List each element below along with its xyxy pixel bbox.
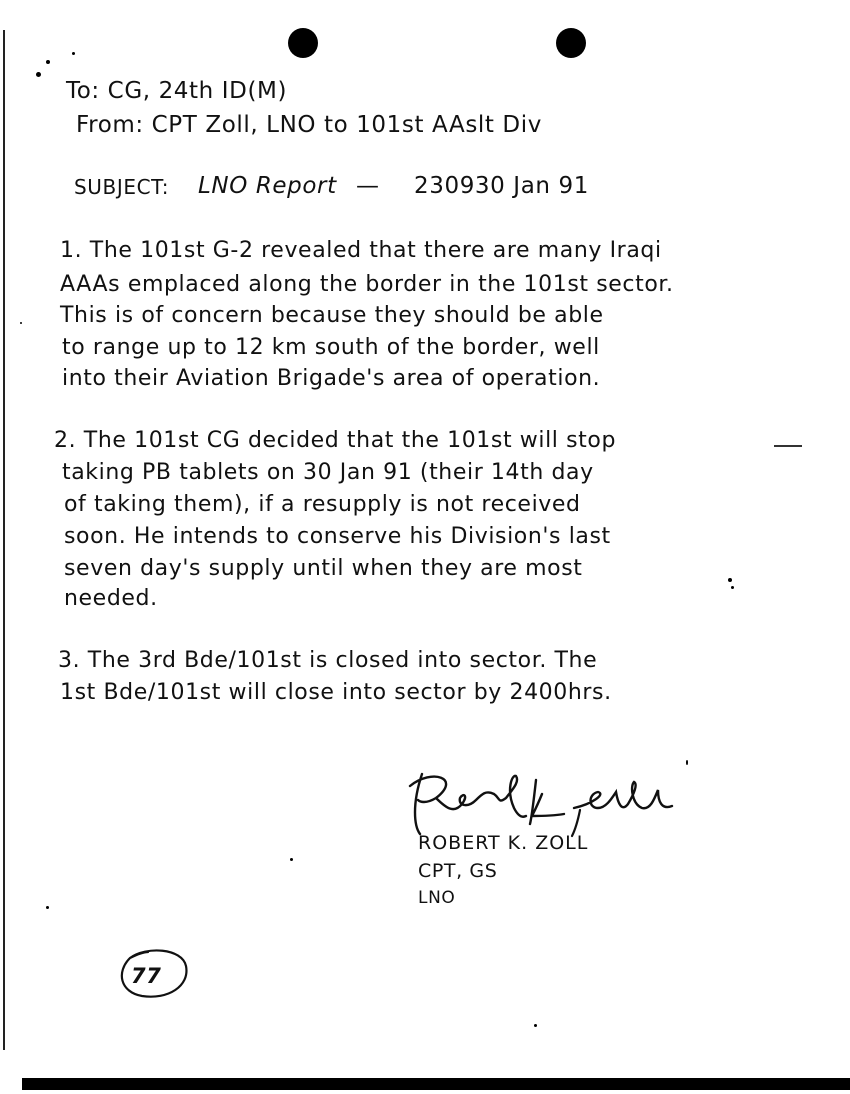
scan-speck <box>290 858 293 861</box>
scan-speck <box>728 578 732 582</box>
scan-speck <box>46 906 49 909</box>
margin-dash-mark <box>774 445 802 447</box>
paragraph-2-line-3: of taking them), if a resupply is not received <box>64 492 581 517</box>
paragraph-1-line-3: This is of concern because they should be able <box>60 303 604 328</box>
paragraph-3-line-2: 1st Bde/101st will close into sector by 2400hrs. <box>60 680 612 705</box>
paragraph-1-line-2: AAAs emplaced along the border in the 101st sector. <box>60 272 674 297</box>
signature-role: LNO <box>418 888 456 908</box>
scan-speck <box>20 322 22 324</box>
paragraph-2-line-5: seven day's supply until when they are most <box>64 556 583 581</box>
scan-speck <box>72 52 75 55</box>
punch-hole-left <box>288 28 318 58</box>
memo-from: From: CPT Zoll, LNO to 101st AAslt Div <box>76 112 542 138</box>
scan-speck <box>46 60 50 64</box>
subject-label: SUBJECT: <box>74 175 170 199</box>
paragraph-1-line-5: into their Aviation Brigade's area of operation. <box>62 366 601 391</box>
paragraph-2-line-6: needed. <box>64 586 158 611</box>
scan-speck <box>36 72 41 77</box>
scan-speck <box>731 586 734 589</box>
scan-speck <box>534 1024 537 1027</box>
punch-hole-right <box>556 28 586 58</box>
scan-bottom-bar <box>22 1078 850 1090</box>
subject-dash: — <box>356 173 380 199</box>
paragraph-1-line-1: 1. The 101st G-2 revealed that there are many Iraqi <box>60 238 662 263</box>
subject-text: LNO Report <box>198 173 337 199</box>
page-number: 77 <box>131 964 162 988</box>
signature-name: ROBERT K. ZOLL <box>418 832 589 854</box>
paragraph-1-line-4: to range up to 12 km south of the border, well <box>62 335 600 360</box>
memo-to: To: CG, 24th ID(M) <box>66 78 288 104</box>
handwritten-signature <box>402 764 702 840</box>
paragraph-3-line-1: 3. The 3rd Bde/101st is closed into sector. The <box>58 648 598 673</box>
subject-date: 230930 Jan 91 <box>414 173 589 199</box>
paragraph-2-line-4: soon. He intends to conserve his Division's last <box>64 524 611 549</box>
scan-left-edge <box>3 30 5 1050</box>
signature-rank: CPT, GS <box>418 860 498 882</box>
paragraph-2-line-1: 2. The 101st CG decided that the 101st will stop <box>54 428 617 453</box>
paragraph-2-line-2: taking PB tablets on 30 Jan 91 (their 14th day <box>62 460 594 485</box>
